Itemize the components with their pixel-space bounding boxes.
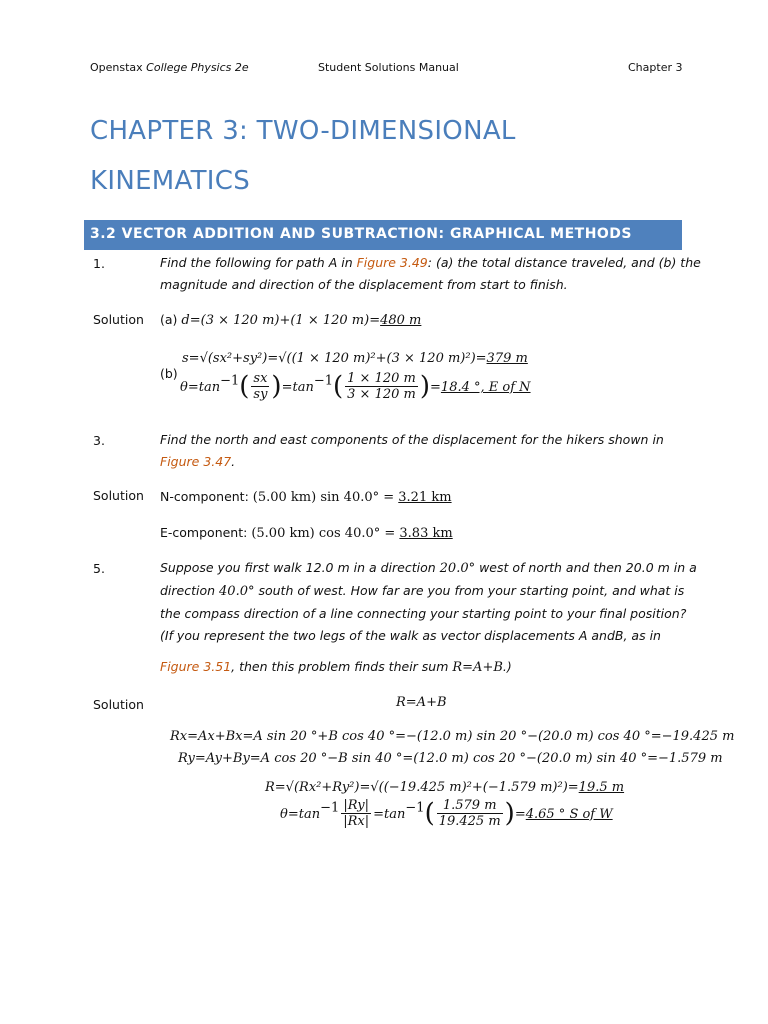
fraction-denominator: 19.425 m — [438, 814, 501, 829]
equation-result: 18.4 °, E of N — [440, 380, 531, 395]
header-book-title: College Physics 2e — [146, 61, 249, 74]
running-header-left — [90, 61, 249, 74]
equation: (5.00 km) sin 40.0° = — [252, 490, 399, 505]
equation-rx: Rx=Ax+Bx=A sin 20 °+B cos 40 °=−(12.0 m) sin 20 °−(20.0 m) cos 40 °=−19.425 m — [170, 729, 735, 744]
fraction-denominator: |Rx| — [343, 814, 370, 829]
problem-number: 3. — [93, 433, 105, 448]
equation: (5.00 km) cos 40.0° = — [251, 526, 400, 541]
solution-label: Solution — [93, 697, 144, 712]
part-label: (a) — [160, 312, 178, 327]
equation-resultant — [265, 776, 624, 795]
running-header-right: Chapter 3 — [628, 61, 683, 74]
component-label: N-component: — [160, 489, 249, 504]
header-publisher: Openstax — [90, 61, 147, 74]
question-text: : (a) the total distance traveled, and (b) the — [427, 255, 701, 270]
equation: θ=tan — [180, 380, 221, 395]
question-text: magnitude and direction of the displacement from start to finish. — [160, 277, 568, 292]
equation-result: 480 m — [380, 313, 422, 328]
equation-result: 3.83 km — [399, 526, 453, 541]
question-text: Find the north and east components of the displacement for the hikers shown in — [160, 432, 664, 447]
equation-result: 4.65 ° S of W — [525, 807, 613, 822]
fraction — [341, 798, 371, 829]
fraction-numerator: 1.579 m — [437, 798, 503, 814]
inline-math: 40.0° — [219, 584, 255, 599]
fraction-numerator: |Ry| — [341, 798, 371, 814]
section-heading: 3.2 VECTOR ADDITION AND SUBTRACTION: GRAPHICAL METHODS — [90, 226, 633, 242]
question-text: .) — [502, 659, 512, 674]
n-component — [160, 489, 452, 505]
chapter-title-line1: CHAPTER 3: TWO-DIMENSIONAL — [90, 116, 516, 146]
fraction — [437, 798, 503, 829]
equation-sum: R=A+B — [396, 695, 447, 710]
component-label: E-component: — [160, 525, 248, 540]
problem-question — [160, 557, 697, 647]
equation: s=√(sx²+sy²)=√((1 × 120 m)²+(3 × 120 m)²)= — [182, 351, 487, 366]
equation: d=(3 × 120 m)+(1 × 120 m)= — [181, 313, 381, 328]
fraction-numerator: sx — [253, 371, 268, 386]
question-text: the compass direction of a line connecting your starting point to your final position? — [160, 606, 687, 621]
equation-result: 3.21 km — [398, 490, 452, 505]
figure-link[interactable]: Figure 3.51 — [160, 659, 232, 674]
fraction-numerator: 1 × 120 m — [347, 371, 416, 386]
equation-direction: $\theta=\tan^{-1}$( $\frac{sx}{sy}$ )$=\tan^{-1}$( $\frac{1 \times 120 m}{3 \times 120 m}$ )=18.4 °, E of N — [180, 371, 531, 402]
equation-magnitude — [182, 347, 528, 366]
inline-math: R=A+B — [452, 660, 503, 675]
problem-question — [160, 429, 664, 473]
equation: θ=tan — [280, 807, 321, 822]
question-text: (If you represent the two legs of the walk as vector displacements A andB, as in — [160, 628, 661, 643]
problem-number: 5. — [93, 561, 105, 576]
section-heading-bar — [84, 220, 682, 250]
problem-question — [160, 252, 701, 296]
question-text: Suppose you first walk 12.0 m in a direction — [160, 560, 440, 575]
part-label: (b) — [160, 366, 178, 381]
equation: =tan — [373, 807, 406, 822]
equation-result: 379 m — [486, 351, 528, 366]
equation-angle: $\theta=\tan^{-1}$ $\frac{|Ry|}{|Rx|}$ $=\tan^{-1}$( $\frac{1.579 m}{19.425 m}$ )=4.65 ° S of W — [280, 798, 613, 829]
figure-link[interactable]: Figure 3.49 — [356, 255, 428, 270]
question-text: south of west. How far are you from your starting point, and what is — [254, 583, 685, 598]
question-text: west of north and then 20.0 m in a — [475, 560, 697, 575]
equation: =tan — [281, 380, 314, 395]
fraction-denominator: 3 × 120 m — [347, 387, 416, 402]
e-component — [160, 525, 453, 541]
problem-number: 1. — [93, 256, 105, 271]
equation-result: 19.5 m — [578, 780, 625, 795]
equation-ry: Ry=Ay+By=A cos 20 °−B sin 40 °=(12.0 m) cos 20 °−(20.0 m) sin 40 °=−1.579 m — [178, 751, 723, 766]
equation: R=√(Rx²+Ry²)=√((−19.425 m)²+(−1.579 m)²)= — [265, 780, 579, 795]
solution-label: Solution — [93, 488, 144, 503]
fraction-denominator: sy — [253, 387, 268, 402]
question-text: . — [231, 454, 236, 469]
question-text: direction — [160, 583, 220, 598]
fraction — [251, 371, 269, 402]
question-text: , then this problem finds their sum — [231, 659, 453, 674]
problem-question-continued — [160, 656, 512, 679]
question-text: Find the following for path A in — [160, 255, 357, 270]
figure-link[interactable]: Figure 3.47 — [160, 454, 232, 469]
running-header-center: Student Solutions Manual — [318, 61, 459, 74]
fraction — [345, 371, 418, 402]
solution-part-a — [160, 312, 421, 328]
chapter-title-line2: KINEMATICS — [90, 166, 251, 196]
inline-math: 20.0° — [439, 561, 476, 576]
solution-label: Solution — [93, 312, 144, 327]
